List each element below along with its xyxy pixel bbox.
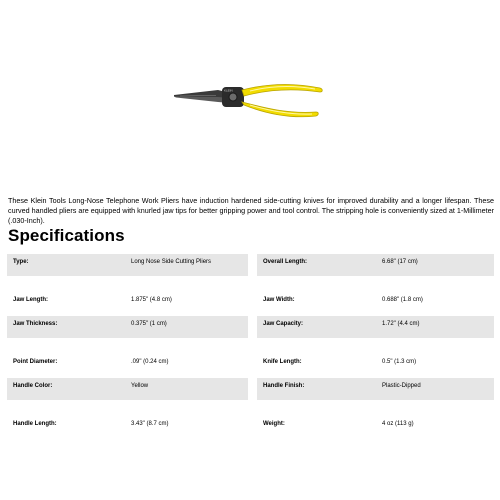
svg-text:KLEIN: KLEIN <box>224 88 233 93</box>
spec-row <box>7 409 494 440</box>
spec-value: 3.43" (8.7 cm) <box>131 421 169 427</box>
spec-cell <box>257 378 494 400</box>
spec-label: Knife Length: <box>263 359 302 365</box>
spec-label: Handle Finish: <box>263 383 305 389</box>
spec-label: Overall Length: <box>263 259 308 265</box>
spec-label: Point Diameter: <box>13 359 58 365</box>
spec-value: 0.688" (1.8 cm) <box>382 297 423 303</box>
spec-row <box>7 316 494 347</box>
pliers-illustration <box>170 74 330 120</box>
spec-label: Jaw Width: <box>263 297 295 303</box>
spec-label: Jaw Thickness: <box>13 321 58 327</box>
spec-row <box>7 254 494 285</box>
spec-value: Yellow <box>131 383 149 389</box>
specifications-heading: Specifications <box>8 226 125 245</box>
spec-cell <box>257 285 494 307</box>
spec-value: 6.68" (17 cm) <box>382 259 418 265</box>
spec-row <box>7 378 494 409</box>
spec-value: 0.375" (1 cm) <box>131 321 167 327</box>
product-description: These Klein Tools Long-Nose Telephone Work Pliers have induction hardened side-cutting knives for improved durability and a longer lifespan. These curved handled pliers are equipped with knurled jaw tips for better gripping power and tool control. The stripping hole is conveniently sized at 1-Millimeter (.030-Inch). <box>8 196 494 225</box>
spec-value: Long Nose Side Cutting Pliers <box>131 259 212 265</box>
product-image <box>0 0 500 190</box>
spec-cell <box>7 378 248 400</box>
spec-value: 0.5" (1.3 cm) <box>382 359 417 365</box>
spec-label: Jaw Capacity: <box>263 321 304 327</box>
spec-cell <box>7 347 248 369</box>
spec-label: Handle Color: <box>13 383 53 389</box>
spec-label: Jaw Length: <box>13 297 49 303</box>
spec-cell <box>7 409 248 431</box>
spec-row <box>7 347 494 378</box>
spec-cell <box>7 285 248 307</box>
spec-label: Weight: <box>263 421 285 427</box>
spec-cell <box>7 254 248 276</box>
spec-value: 1.875" (4.8 cm) <box>131 297 172 303</box>
plier-jaw-lower <box>174 97 230 104</box>
pivot-rivet <box>229 93 237 101</box>
spec-value: 4 oz (113 g) <box>382 421 414 427</box>
spec-value: .09" (0.24 cm) <box>131 359 169 365</box>
spec-label: Type: <box>13 259 29 265</box>
spec-row <box>7 285 494 316</box>
spec-cell <box>257 347 494 369</box>
spec-label: Handle Length: <box>13 421 57 427</box>
spec-cell <box>257 409 494 431</box>
spec-cell <box>7 316 248 338</box>
spec-value: 1.72" (4.4 cm) <box>382 321 420 327</box>
spec-cell <box>257 254 494 276</box>
specifications-table <box>7 254 494 440</box>
spec-cell <box>257 316 494 338</box>
spec-value: Plastic-Dipped <box>382 383 421 389</box>
